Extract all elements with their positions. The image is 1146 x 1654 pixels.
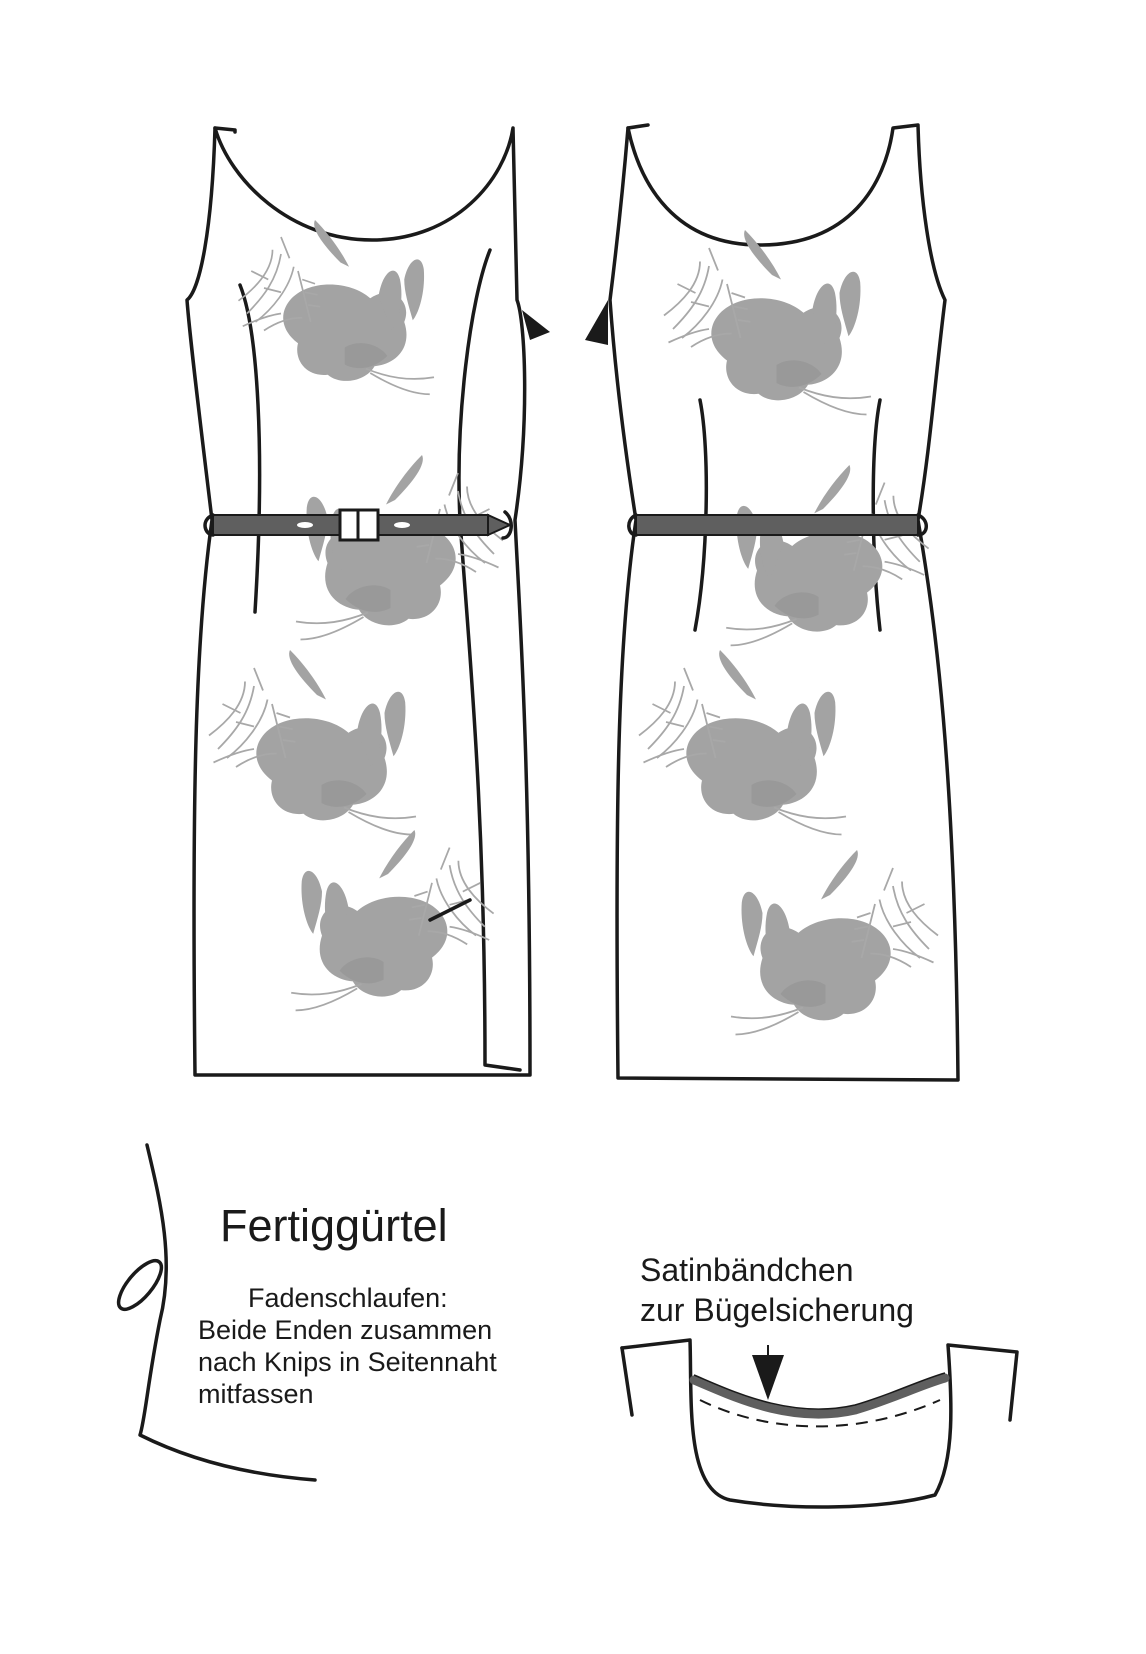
satin-line1: Satinbändchen (640, 1252, 854, 1288)
thread-loops-line2: nach Knips in Seitennaht (198, 1347, 497, 1377)
belt-title: Fertiggürtel (220, 1200, 448, 1251)
thread-loops-title: Fadenschlaufen: (248, 1283, 448, 1313)
thread-loop-icon (112, 1254, 169, 1315)
thread-loops-line3: mitfassen (198, 1379, 314, 1409)
thread-loops-line1: Beide Enden zusammen (198, 1315, 493, 1345)
dress-back (585, 125, 958, 1080)
dress-front (187, 128, 550, 1075)
satin-note (640, 1250, 1000, 1330)
satin-line2: zur Bügelsicherung (640, 1292, 914, 1328)
thread-loops-note (198, 1282, 618, 1410)
neckline-detail (622, 1340, 1017, 1507)
